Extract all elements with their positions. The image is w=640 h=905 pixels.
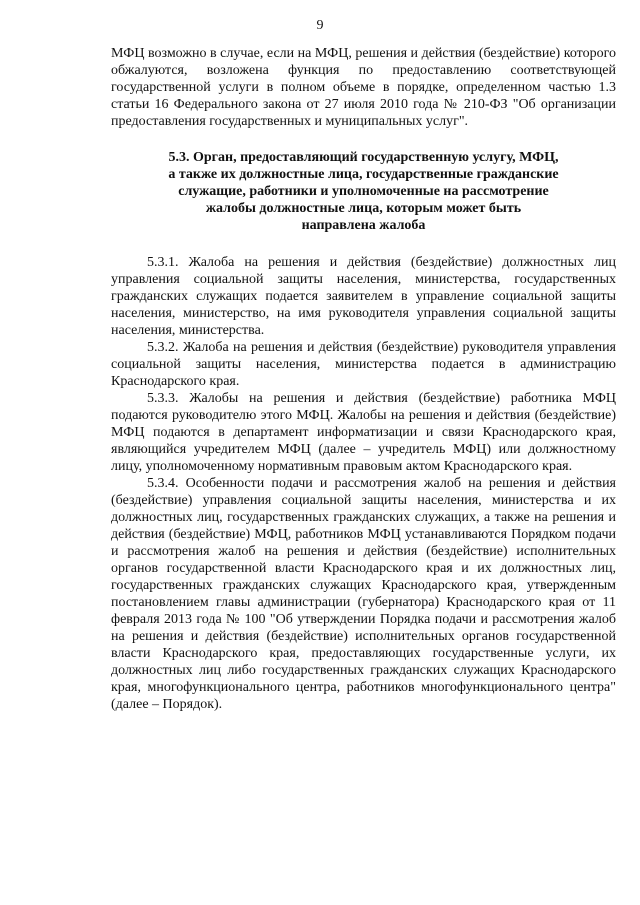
paragraph-5-3-4: 5.3.4. Особенности подачи и рассмотрения жалоб на решения и действия (бездействие) управления социальной защиты населения, министерства и их должностных лиц, государственных гражданских служащих, а также на решения и действия (бездействие) МФЦ, работников МФЦ устанавливаются Порядком подачи и рассмотрения жалоб на решения и действия (бездействие) исполнительных органов государственной власти Краснодарского края и их должностных лиц, государственных гражданских служащих Краснодарского края, утвержденным постановлением главы администрации (губернатора) Краснодарского края от 11 февраля 2013 года № 100 "Об утверждении Порядка подачи и рассмотрения жалоб на решения и действия (бездействие) исполнительных органов государственной власти Краснодарского края, предоставляющих государственные услуги, их должностных лиц либо государственных гражданских служащих Краснодарского края, многофункционального центра, работников многофункционального центра" (далее – Порядок). (111, 476, 616, 712)
section-heading-line: направлена жалоба (301, 218, 426, 233)
section-heading-line: а также их должностные лица, государственные гражданские (168, 167, 559, 182)
page-number: 9 (316, 18, 324, 33)
section-heading-line: служащие, работники и уполномоченные на рассмотрение (178, 184, 549, 199)
section-heading (111, 149, 616, 234)
paragraph-continuation: МФЦ возможно в случае, если на МФЦ, решения и действия (бездействие) которого обжалуются, возложена функция по предоставлению соответствующей государственной услуги в полном объеме в порядке, определенном частью 1.3 статьи 16 Федерального закона от 27 июля 2010 года № 210-ФЗ "Об организации предоставления государственных и муниципальных услуг". (111, 46, 616, 129)
document-body (111, 45, 616, 713)
paragraph-5-3-1: 5.3.1. Жалоба на решения и действия (бездействие) должностных лиц управления социальной защиты населения, министерства, государственных гражданских служащих подается заявителем в управление социальной защиты населения, министерство, на имя руководителя управления социальной защиты населения, министерства. (111, 255, 616, 338)
paragraph-5-3-2: 5.3.2. Жалоба на решения и действия (бездействие) руководителя управления социальной защиты населения, министерства подается в администрацию Краснодарского края. (111, 340, 616, 389)
section-heading-line: 5.3. Орган, предоставляющий государственную услугу, МФЦ, (168, 150, 559, 165)
paragraph-5-3-3: 5.3.3. Жалобы на решения и действия (бездействие) работника МФЦ подаются руководителю этого МФЦ. Жалобы на решения и действия (бездействие) МФЦ подаются в департамент информатизации и связи Краснодарского края, являющийся учредителем МФЦ (далее – учредитель МФЦ) или должностному лицу, уполномоченному нормативным правовым актом Краснодарского края. (111, 391, 616, 474)
section-heading-line: жалобы должностные лица, которым может быть (205, 201, 522, 216)
